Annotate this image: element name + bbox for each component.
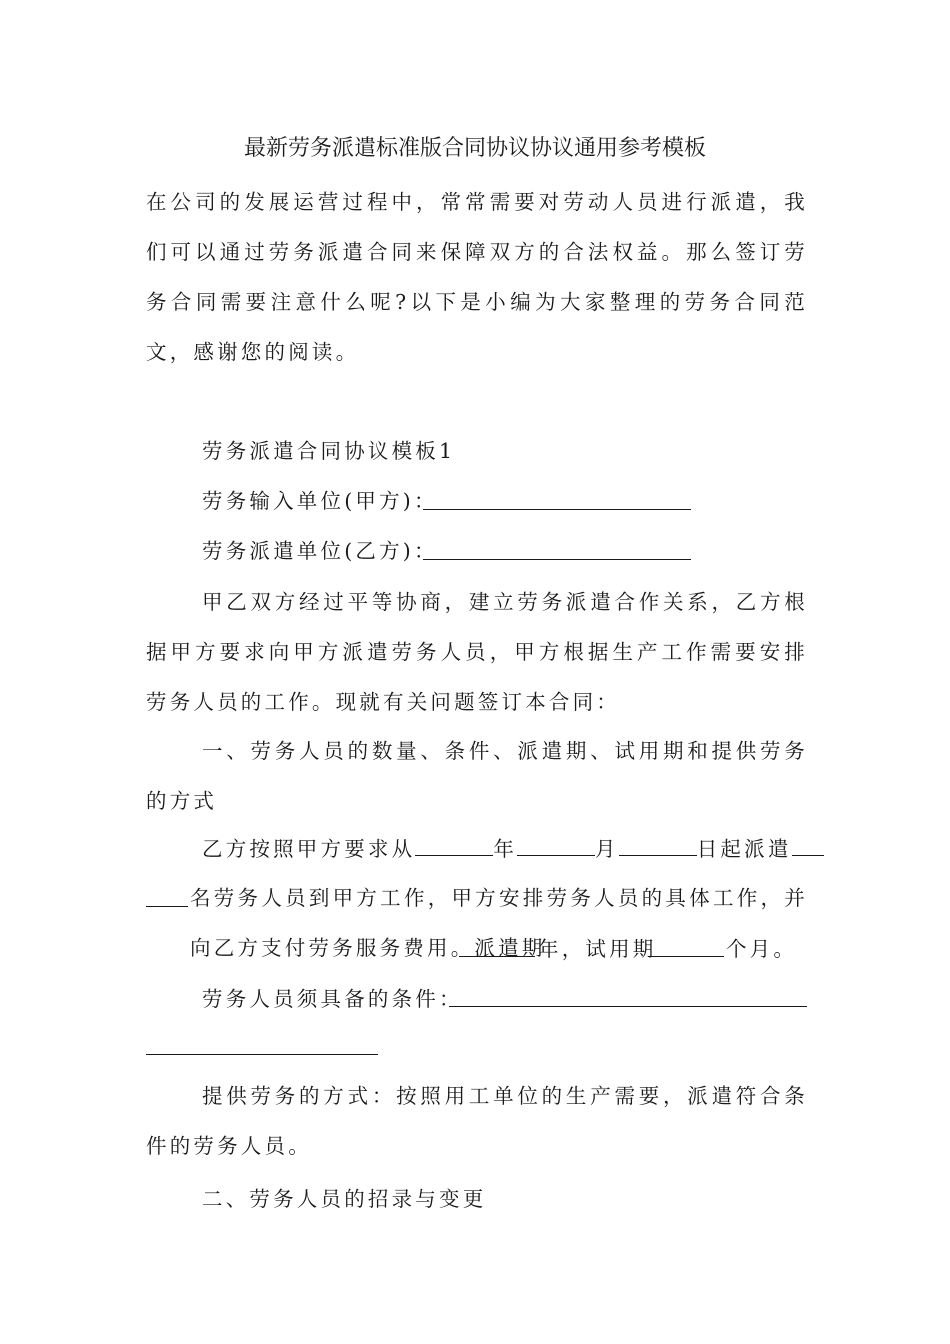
party-a-blank[interactable] (423, 509, 691, 510)
headcount-blank-start[interactable] (792, 835, 824, 856)
period-year-label: 年，试用期 (538, 937, 657, 961)
party-a-label: 劳务输入单位(甲方)： (202, 489, 438, 513)
dispatch-part-2: 名劳务人员到甲方工作，甲方安排劳务人员的具体工作，并向乙方支付劳务服务费用。派遣期 (190, 886, 808, 960)
headcount-blank-end[interactable] (146, 906, 188, 907)
dispatch-line-1 (202, 834, 824, 864)
dispatch-period-blank[interactable] (459, 956, 535, 957)
conditions-blank-line-2[interactable] (146, 1054, 378, 1055)
probation-period-blank[interactable] (648, 956, 724, 957)
party-a-line (202, 486, 438, 516)
service-method-paragraph: 提供劳务的方式：按照用工单位的生产需要，派遣符合条件的劳务人员。 (146, 1084, 808, 1158)
dispatch-part-1: 乙方按照甲方要求从 (202, 837, 416, 861)
party-b-blank[interactable] (423, 559, 691, 560)
year-label: 年 (493, 837, 518, 861)
section-1-heading: 一、劳务人员的数量、条件、派遣期、试用期和提供劳务的方式 (146, 739, 808, 813)
section-2-heading: 二、劳务人员的招录与变更 (202, 1187, 487, 1211)
party-b-line (202, 536, 438, 566)
month-label: 月 (595, 837, 619, 861)
intro-paragraph: 在公司的发展运营过程中，常常需要对劳动人员进行派遣，我们可以通过劳务派遣合同来保障双方的合法权益。那么签订劳务合同需要注意什么呢?以下是小编为大家整理的劳务合同范文，感谢您的阅读。 (146, 190, 808, 364)
party-b-label: 劳务派遣单位(乙方)： (202, 539, 438, 563)
start-month-blank[interactable] (517, 835, 595, 856)
day-label: 日起派遣 (696, 837, 792, 861)
document-title: 最新劳务派遣标准版合同协议协议通用参考模板 (243, 136, 706, 161)
start-day-blank[interactable] (619, 835, 697, 856)
preamble-paragraph: 甲乙双方经过平等协商，建立劳务派遣合作关系，乙方根据甲方要求向甲方派遣劳务人员，甲方根据生产工作需要安排劳务人员的工作。现就有关问题签订本合同： (146, 590, 808, 714)
period-month-label: 个月。 (726, 937, 798, 961)
conditions-label: 劳务人员须具备的条件： (202, 987, 463, 1011)
template-heading: 劳务派遣合同协议模板1 (202, 439, 456, 463)
start-year-blank[interactable] (415, 835, 493, 856)
conditions-blank-line-1[interactable] (449, 1006, 807, 1007)
